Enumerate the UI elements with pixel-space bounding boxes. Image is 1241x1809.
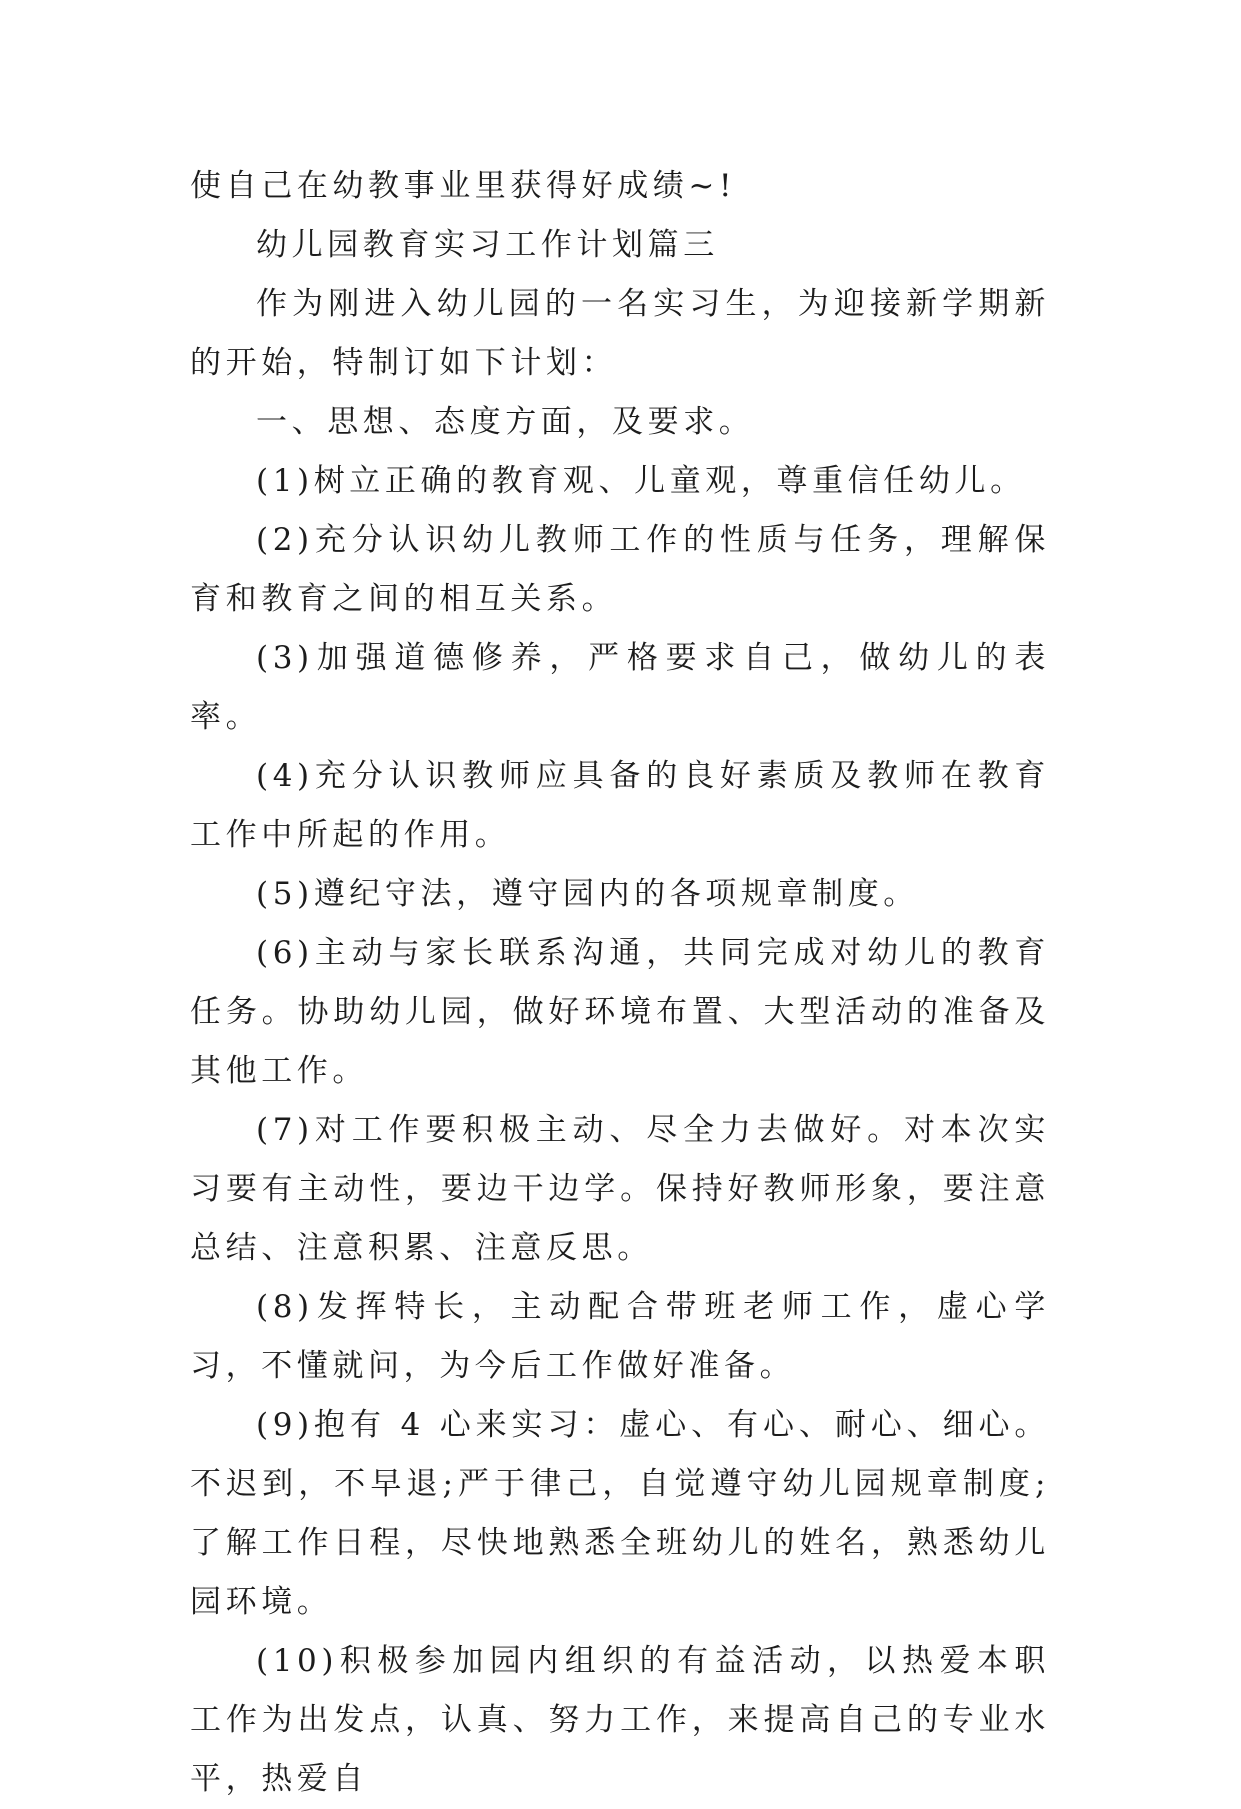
list-item: (2)充分认识幼儿教师工作的性质与任务，理解保育和教育之间的相互关系。 bbox=[190, 522, 1050, 617]
list-item: (10)积极参加园内组织的有益活动，以热爱本职工作为出发点，认真、努力工作，来提高自己的专业水平，热爱自 bbox=[190, 1643, 1050, 1797]
list-item: (8)发挥特长，主动配合带班老师工作，虚心学习，不懂就问，为今后工作做好准备。 bbox=[190, 1289, 1050, 1384]
list-item: (1)树立正确的教育观、儿童观，尊重信任幼儿。 bbox=[256, 463, 1026, 499]
list-item: (3)加强道德修养，严格要求自己，做幼儿的表率。 bbox=[190, 640, 1050, 735]
list-item: (6)主动与家长联系沟通，共同完成对幼儿的教育任务。协助幼儿园，做好环境布置、大型活动的准备及其他工作。 bbox=[190, 935, 1050, 1089]
subsection-heading: 一、思想、态度方面，及要求。 bbox=[256, 404, 755, 440]
list-item: (5)遵纪守法，遵守园内的各项规章制度。 bbox=[256, 876, 919, 912]
section-heading: 幼儿园教育实习工作计划篇三 bbox=[256, 227, 719, 263]
paragraph-intro: 作为刚进入幼儿园的一名实习生，为迎接新学期新的开始，特制订如下计划： bbox=[190, 286, 1050, 381]
body-text bbox=[190, 157, 1050, 1809]
paragraph-continuation: 使自己在幼教事业里获得好成绩~! bbox=[190, 168, 737, 204]
list-item: (9)抱有 4 心来实习：虚心、有心、耐心、细心。不迟到，不早退;严于律己，自觉遵守幼儿园规章制度;了解工作日程，尽快地熟悉全班幼儿的姓名，熟悉幼儿园环境。 bbox=[190, 1407, 1050, 1620]
list-item: (4)充分认识教师应具备的良好素质及教师在教育工作中所起的作用。 bbox=[190, 758, 1050, 853]
list-item: (7)对工作要积极主动、尽全力去做好。对本次实习要有主动性，要边干边学。保持好教师形象，要注意总结、注意积累、注意反思。 bbox=[190, 1112, 1050, 1266]
